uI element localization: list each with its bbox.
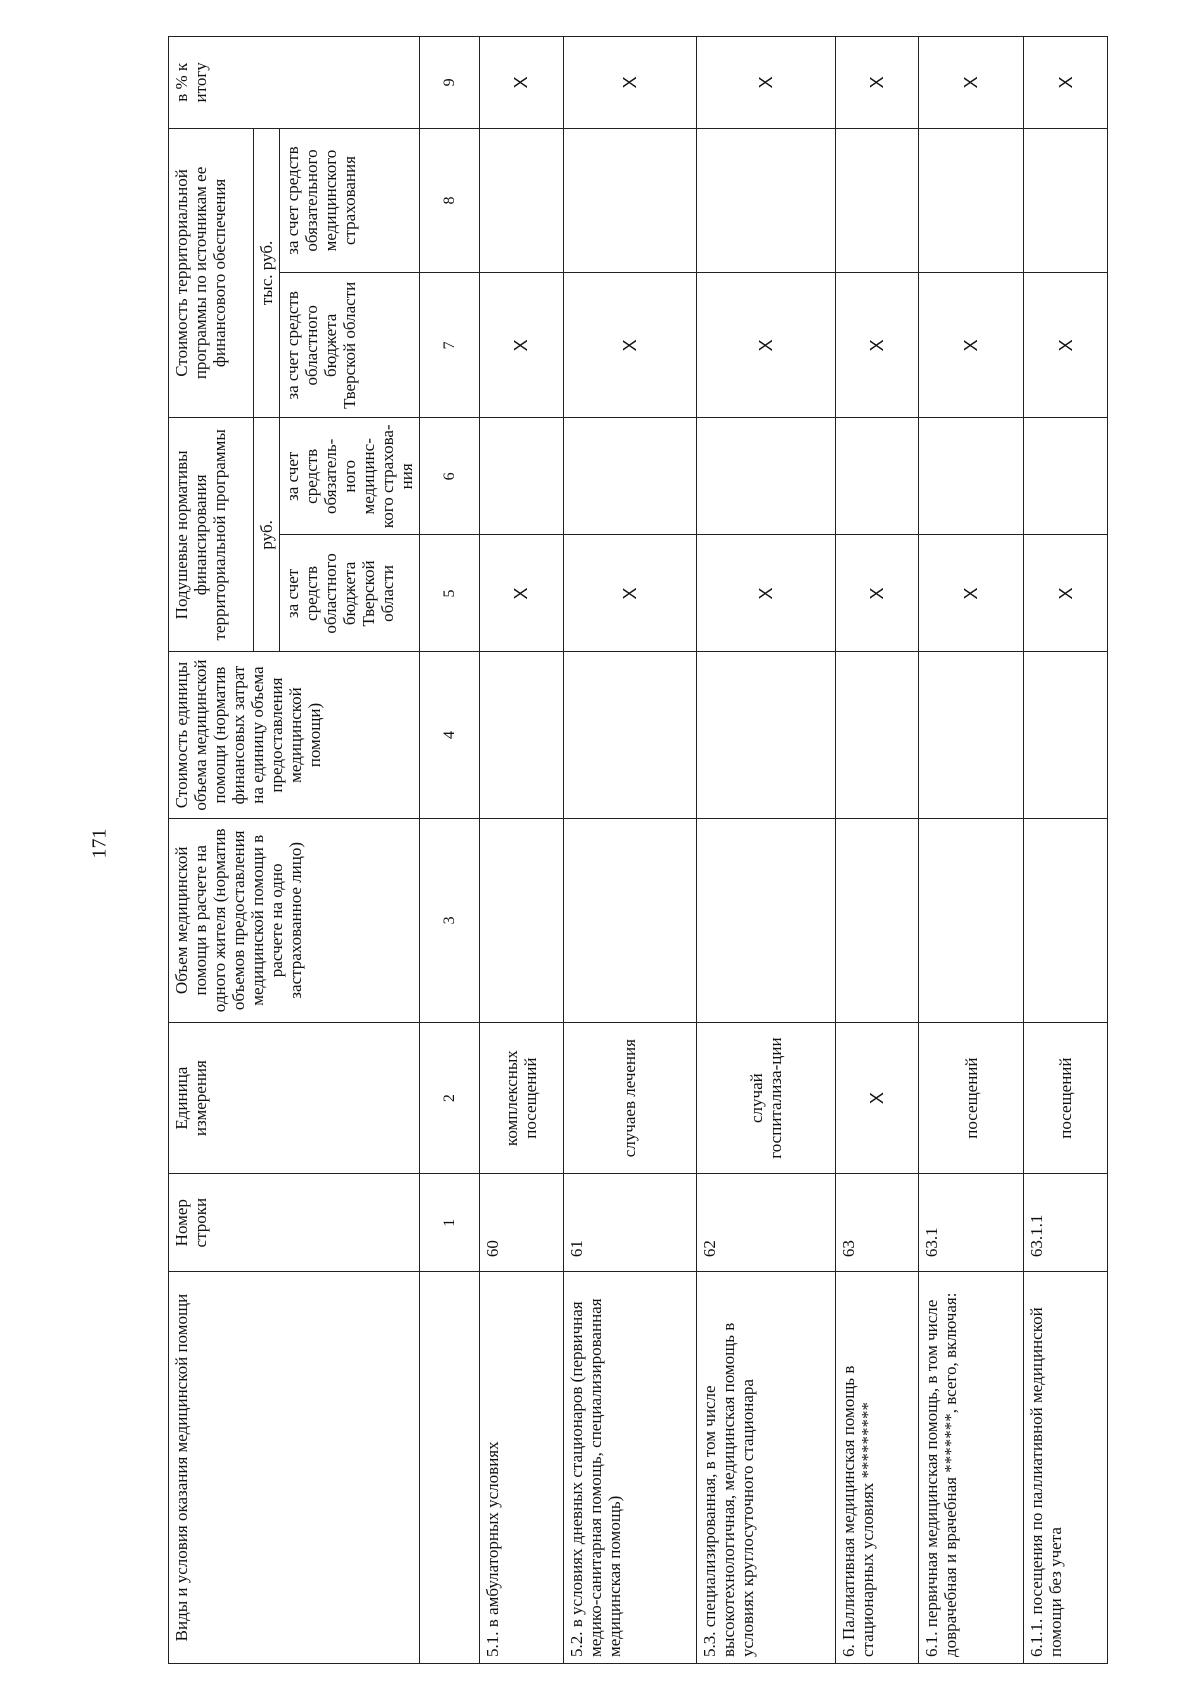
row-volume — [697, 818, 836, 1022]
header-unit-cost: Стоимость единицы объема медицинской помощи (норматив финансовых затрат на единицу объема предоставления медицинской помощи) — [169, 652, 420, 818]
row-volume — [919, 818, 1024, 1022]
row-number: 62 — [697, 1174, 836, 1272]
header-row-number: Номер строки — [169, 1174, 420, 1272]
row-per-capita-oms — [919, 418, 1024, 535]
row-kind: 6. Паллиативная медицинская помощь в стационарных условиях ********* — [835, 1272, 919, 1664]
row-cost-percent: X — [697, 37, 836, 129]
row-unit-cost — [563, 652, 697, 818]
row-unit: комплексных посещений — [479, 1023, 563, 1174]
row-per-capita-oms — [697, 418, 836, 535]
table-row — [835, 37, 919, 1664]
header-cost: Стоимость территориальной программы по источникам ее финансового обеспечения — [169, 128, 254, 418]
column-number: 3 — [420, 818, 480, 1022]
row-unit-cost — [1024, 652, 1108, 818]
row-cost-budget: X — [919, 273, 1024, 418]
row-cost-budget: X — [697, 273, 836, 418]
row-number: 63.1.1 — [1024, 1174, 1108, 1272]
row-unit: случай госпитализа-ции — [697, 1023, 836, 1174]
row-cost-percent: X — [919, 37, 1024, 129]
row-cost-budget: X — [563, 273, 697, 418]
row-per-capita-budget: X — [919, 535, 1024, 652]
row-unit-cost — [835, 652, 919, 818]
row-cost-oms — [835, 128, 919, 273]
table-row — [697, 37, 836, 1664]
column-number: 4 — [420, 652, 480, 818]
row-kind: 5.2. в условиях дневных стационаров (первичная медико-санитарная помощь, специализированная медицинская помощь) — [563, 1272, 697, 1664]
row-unit: посещений — [919, 1023, 1024, 1174]
table-row — [1024, 37, 1108, 1664]
header-kind: Виды и условия оказания медицинской помощи — [169, 1272, 420, 1664]
column-number: 1 — [420, 1174, 480, 1272]
row-volume — [479, 818, 563, 1022]
row-per-capita-budget: X — [563, 535, 697, 652]
row-cost-budget: X — [1024, 273, 1108, 418]
row-volume — [1024, 818, 1108, 1022]
row-cost-percent: X — [835, 37, 919, 129]
row-kind: 6.1.1. посещения по паллиативной медицинской помощи без учета — [1024, 1272, 1108, 1664]
column-number — [420, 1272, 480, 1664]
row-volume — [563, 818, 697, 1022]
row-per-capita-budget: X — [835, 535, 919, 652]
row-per-capita-budget: X — [1024, 535, 1108, 652]
row-unit: X — [835, 1023, 919, 1174]
row-number: 63.1 — [919, 1174, 1024, 1272]
header-per-capita: Подушевые нормативы финансирования территориальной программы — [169, 418, 254, 652]
header-per-capita-unit: руб. — [254, 418, 280, 652]
table-row — [479, 37, 563, 1664]
row-kind: 6.1. первичная медицинская помощь, в том числе доврачебная и врачебная *******, всего, включая: — [919, 1272, 1024, 1664]
row-cost-oms — [479, 128, 563, 273]
header-unit: Единица измерения — [169, 1023, 420, 1174]
row-unit-cost — [697, 652, 836, 818]
column-number-row — [420, 37, 480, 1664]
medical-program-table — [168, 36, 1108, 1664]
row-cost-oms — [697, 128, 836, 273]
table-row — [563, 37, 697, 1664]
row-unit-cost — [919, 652, 1024, 818]
header-cost-oms: за счет средств обязательного медицинского страхования — [280, 128, 420, 273]
column-number: 8 — [420, 128, 480, 273]
column-number: 7 — [420, 273, 480, 418]
row-kind: 5.3. специализированная, в том числе высокотехнологичная, медицинская помощь в условиях круглосуточного стационара — [697, 1272, 836, 1664]
row-per-capita-budget: X — [697, 535, 836, 652]
row-number: 61 — [563, 1174, 697, 1272]
page-number: 171 — [88, 828, 111, 859]
column-number: 2 — [420, 1023, 480, 1174]
row-cost-percent: X — [1024, 37, 1108, 129]
header-volume: Объем медицинской помощи в расчете на одного жителя (норматив объемов предоставления медицинской помощи в расчете на одно застрахованное лицо) — [169, 818, 420, 1022]
header-cost-unit: тыс. руб. — [254, 128, 280, 418]
row-cost-percent: X — [479, 37, 563, 129]
row-cost-oms — [919, 128, 1024, 273]
column-number: 6 — [420, 418, 480, 535]
row-cost-budget: X — [479, 273, 563, 418]
row-unit: случаев лечения — [563, 1023, 697, 1174]
row-number: 63 — [835, 1174, 919, 1272]
row-per-capita-oms — [1024, 418, 1108, 535]
column-number: 9 — [420, 37, 480, 129]
row-cost-percent: X — [563, 37, 697, 129]
row-number: 60 — [479, 1174, 563, 1272]
row-cost-oms — [563, 128, 697, 273]
row-per-capita-oms — [835, 418, 919, 535]
header-per-capita-budget: за счет средств областного бюджета Тверской области — [280, 535, 420, 652]
header-cost-budget: за счет средств областного бюджета Тверской области — [280, 273, 420, 418]
row-kind: 5.1. в амбулаторных условиях — [479, 1272, 563, 1664]
row-per-capita-oms — [563, 418, 697, 535]
rotated-table-container — [168, 36, 1108, 1664]
column-number: 5 — [420, 535, 480, 652]
row-per-capita-budget: X — [479, 535, 563, 652]
row-per-capita-oms — [479, 418, 563, 535]
table-row — [919, 37, 1024, 1664]
header-cost-percent: в % к итогу — [169, 37, 420, 129]
row-unit: посещений — [1024, 1023, 1108, 1174]
row-cost-oms — [1024, 128, 1108, 273]
header-per-capita-oms: за счет средств обязатель-ного медицинс-кого страхова-ния — [280, 418, 420, 535]
row-unit-cost — [479, 652, 563, 818]
row-cost-budget: X — [835, 273, 919, 418]
row-volume — [835, 818, 919, 1022]
